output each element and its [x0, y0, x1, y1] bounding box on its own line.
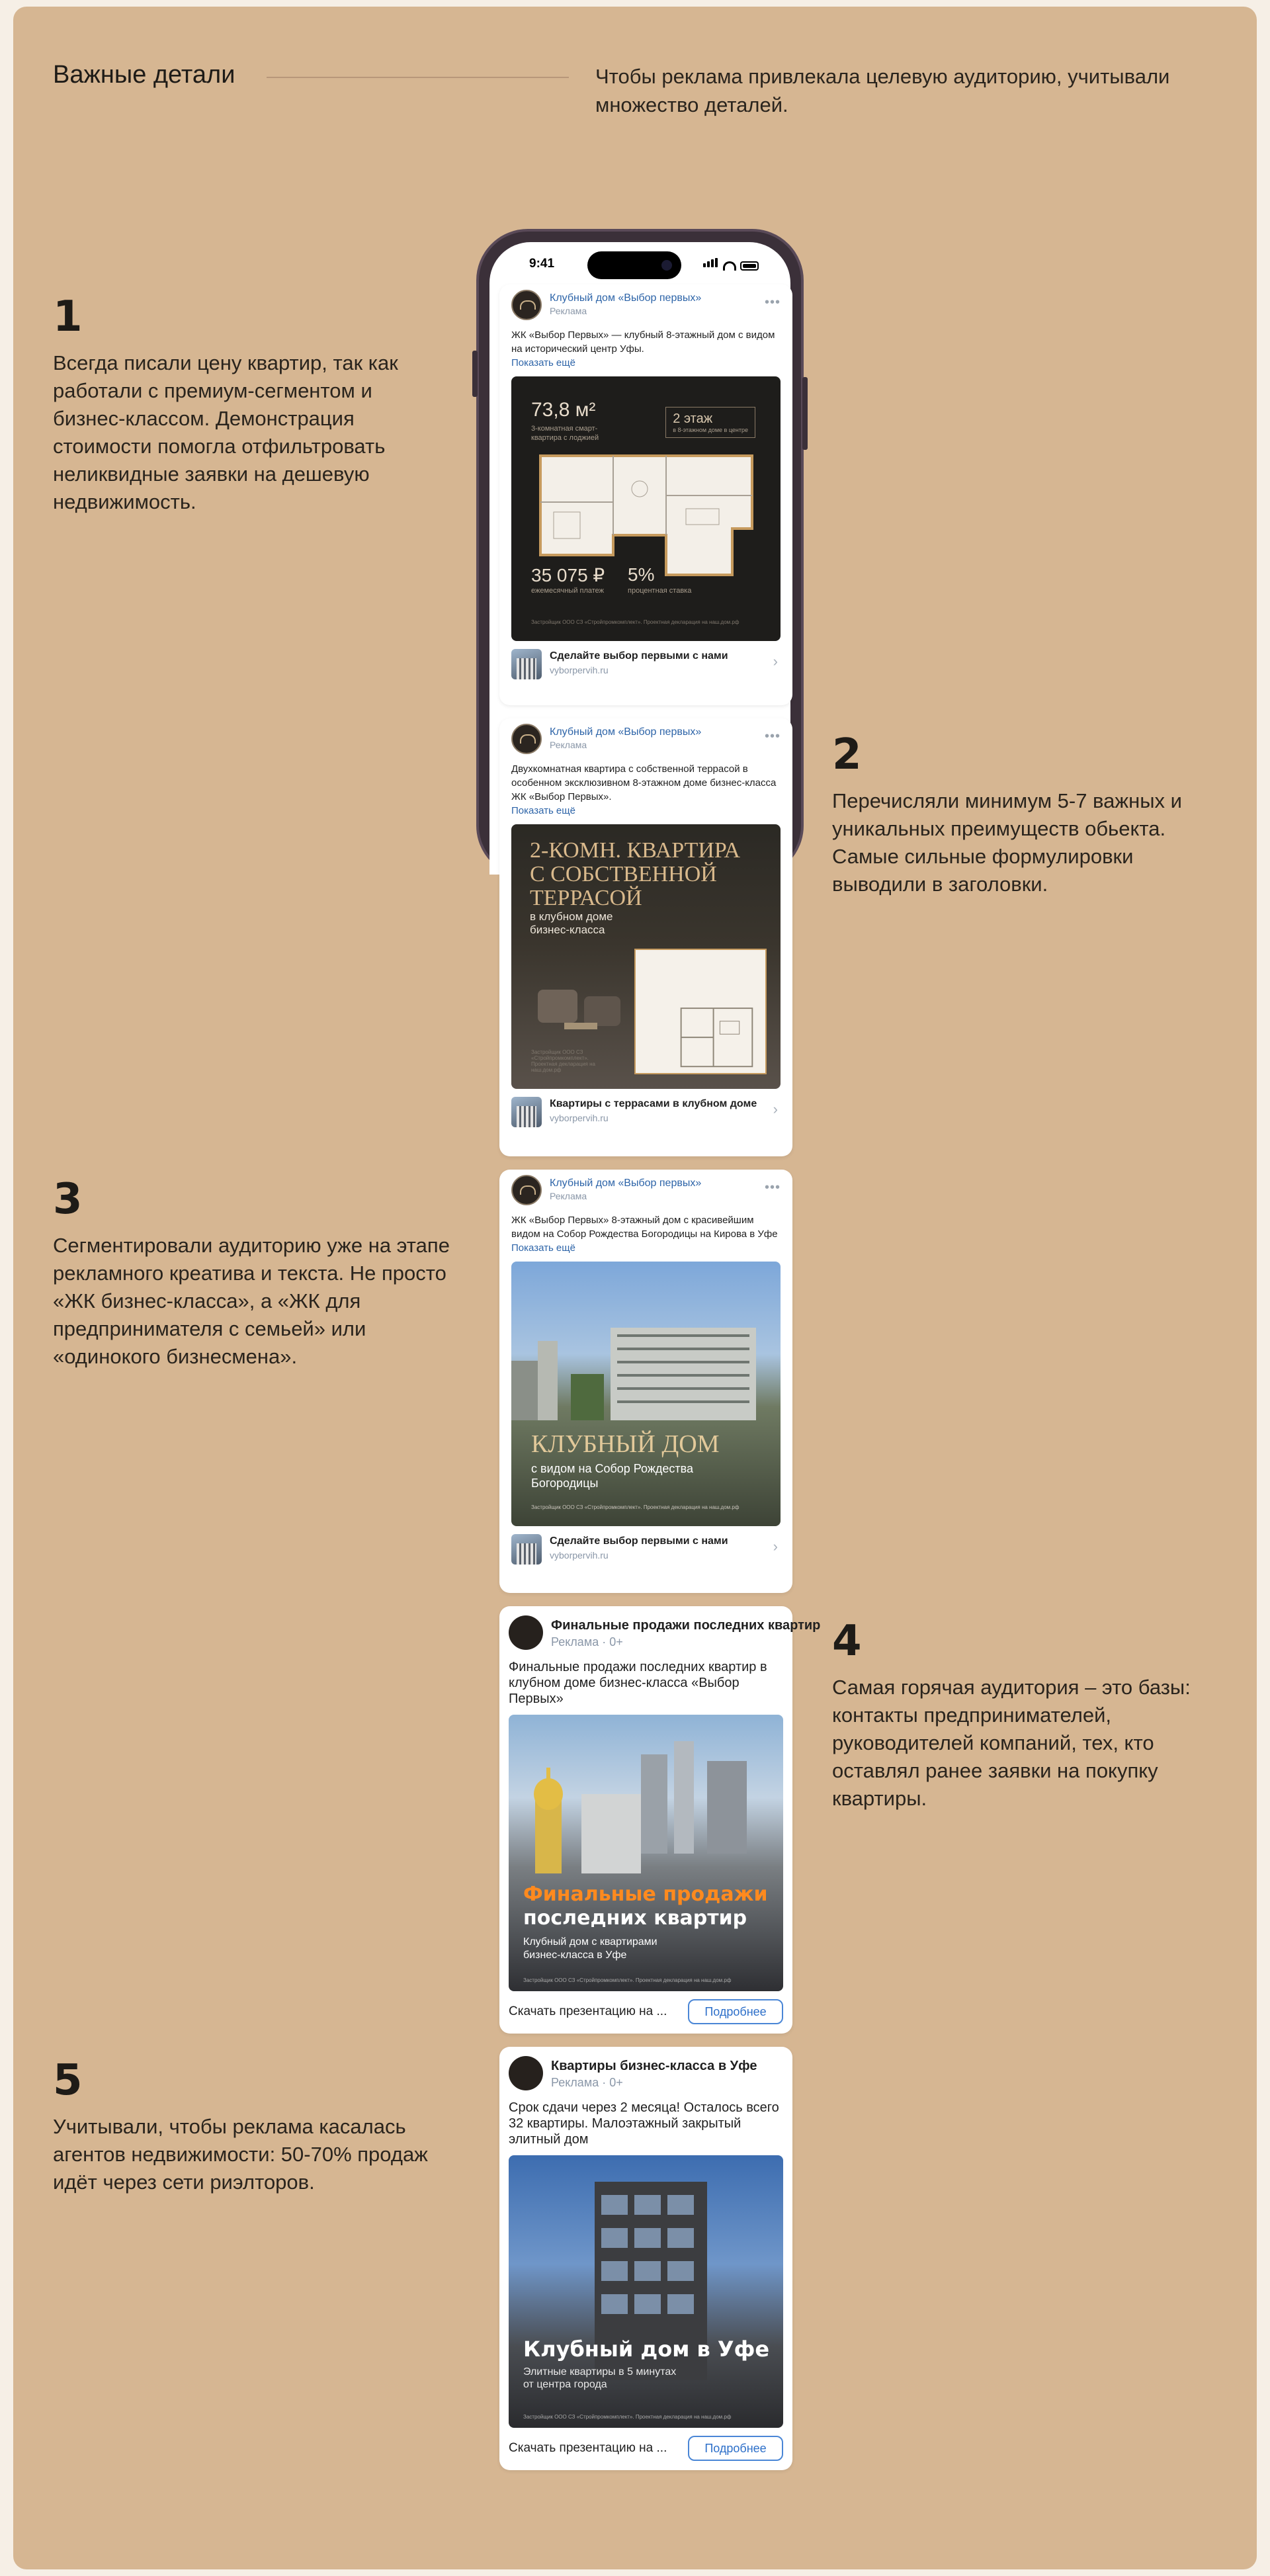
ad-cta: [509, 2428, 783, 2470]
advertiser-avatar[interactable]: [511, 290, 542, 320]
more-options-icon[interactable]: •••: [764, 729, 781, 744]
image-headline: 2-КОМН. КВАРТИРА С СОБСТВЕННОЙ ТЕРРАСОЙ: [530, 838, 741, 910]
ad-label: Реклама: [550, 1191, 587, 1201]
image-headline-accent: Финальные продажи: [523, 1883, 768, 1906]
signal-icon: [703, 258, 719, 271]
section-title: Важные детали: [53, 61, 235, 89]
more-options-icon[interactable]: •••: [764, 295, 781, 310]
ad-text: ЖК «Выбор Первых» — клубный 8-этажный дом с видом на исторический центр Уфы.: [511, 329, 775, 355]
point-4: [832, 1618, 1229, 1813]
show-more-link[interactable]: Показать ещё: [511, 805, 575, 816]
apartment-area: 73,8 м²: [531, 399, 596, 421]
developer-fineprint: Застройщик ООО СЗ «Стройпромкомплект». Проектная декларация на наш.дом.рф: [531, 619, 740, 625]
ad-card[interactable]: [499, 2047, 792, 2470]
phone-power-button: [802, 377, 808, 450]
advertiser-name[interactable]: Финальные продажи последних квартир: [551, 1618, 821, 1633]
page-background: [13, 7, 1257, 2569]
ad-link[interactable]: [511, 641, 781, 683]
wifi-icon: [723, 261, 736, 271]
ad-label: Реклама: [550, 740, 587, 750]
city-panorama-image: [509, 1741, 783, 1873]
point-number: 2: [832, 730, 862, 779]
point-number: 4: [832, 1617, 862, 1666]
link-url: vyborpervih.ru: [550, 1550, 609, 1561]
monthly-payment: 35 075 ₽: [531, 565, 605, 585]
point-number: 5: [53, 2056, 83, 2105]
advertiser-name[interactable]: Квартиры бизнес-класса в Уфе: [551, 2059, 757, 2073]
ad-image[interactable]: [511, 1262, 781, 1526]
image-subtitle: Элитные квартиры в 5 минутах от центра города: [523, 2366, 677, 2390]
ad-label: Реклама: [550, 306, 587, 316]
ad-card[interactable]: [499, 1606, 821, 2034]
cta-text[interactable]: Скачать презентацию на ...: [509, 2004, 667, 2018]
point-5: [53, 2057, 450, 2196]
link-thumbnail: [511, 1097, 542, 1127]
image-subtitle: с видом на Собор Рождества Богородицы: [531, 1462, 693, 1490]
point-text: Учитывали, чтобы реклама касалась агентов недвижимости: 50-70% продаж идёт через сети риэлторов.: [53, 2115, 428, 2194]
advertiser-avatar[interactable]: [511, 724, 542, 754]
point-text: Самая горячая аудитория – это базы: контакты предпринимателей, руководителей компаний, тех, кто оставлял ранее заявки на покупку квартиры.: [832, 1676, 1191, 1810]
point-number: 3: [53, 1175, 83, 1224]
ad-label: Реклама · 0+: [551, 2076, 623, 2089]
details-button[interactable]: Подробнее: [688, 2436, 783, 2461]
floor-plan-image: [534, 449, 759, 581]
ad-image[interactable]: [509, 2155, 783, 2428]
point-3: [53, 1176, 450, 1371]
floor-box: [665, 407, 755, 438]
ad-cta: [509, 1991, 783, 2034]
ad-label: Реклама · 0+: [551, 1635, 623, 1649]
interest-rate-label: процентная ставка: [628, 587, 692, 595]
section-description: Чтобы реклама привлекала целевую аудиторию, учитывали множество деталей.: [595, 65, 1170, 116]
city-building-image: [511, 1321, 781, 1420]
link-thumbnail: [511, 649, 542, 679]
ad-link[interactable]: [511, 1089, 781, 1131]
battery-icon: [740, 261, 759, 271]
status-bar: [489, 242, 790, 284]
ad-link[interactable]: [511, 1526, 781, 1568]
point-text: Перечисляли минимум 5-7 важных и уникальных преимуществ обьекта. Самые сильные формулировки выводили в заголовки.: [832, 789, 1182, 896]
advertiser-name[interactable]: Клубный дом «Выбор первых»: [550, 726, 702, 738]
ad-image[interactable]: [509, 1715, 783, 1991]
developer-fineprint: Застройщик ООО СЗ «Стройпромкомплект». Проектная декларация на наш.дом.рф: [523, 2414, 732, 2420]
image-headline: КЛУБНЫЙ ДОМ: [531, 1430, 720, 1458]
image-headline: Клубный дом в Уфе: [523, 2337, 770, 2362]
image-headline: последних квартир: [523, 1907, 747, 1930]
chevron-right-icon[interactable]: ›: [773, 653, 778, 669]
advertiser-name[interactable]: Клубный дом «Выбор первых»: [550, 1178, 702, 1189]
point-text: Сегментировали аудиторию уже на этапе рекламного креатива и текста. Не просто «ЖК бизнес-класса», а «ЖК для предпринимателя с семьей» или «одинокого бизнесмена».: [53, 1234, 450, 1368]
interest-rate: 5%: [628, 564, 655, 585]
details-button[interactable]: Подробнее: [688, 1999, 783, 2024]
link-thumbnail: [511, 1534, 542, 1565]
ad-text: Финальные продажи последних квартир в клубном доме бизнес-класса «Выбор Первых»: [509, 1660, 767, 1706]
developer-fineprint: Застройщик ООО СЗ «Стройпромкомплект». Проектная декларация на наш.дом.рф: [531, 1049, 595, 1073]
show-more-link[interactable]: Показать ещё: [511, 357, 575, 368]
advertiser-avatar[interactable]: [511, 1175, 542, 1205]
status-time: 9:41: [529, 257, 555, 271]
cta-text[interactable]: Скачать презентацию на ...: [509, 2441, 667, 2455]
title-divider: [267, 77, 569, 78]
point-text: Всегда писали цену квартир, так как работали с премиум-сегментом и бизнес-классом. Демонстрация стоимости помогла отфильтровать неликвидные заявки на дешевую недвижимость.: [53, 351, 398, 513]
status-icons: [703, 258, 759, 271]
terrace-furniture-image: [531, 963, 630, 1043]
ad-image[interactable]: [511, 824, 781, 1089]
link-url: vyborpervih.ru: [550, 665, 609, 675]
ad-image[interactable]: [511, 376, 781, 641]
link-title[interactable]: Сделайте выбор первыми с нами: [550, 1535, 728, 1547]
ad-text: Срок сдачи через 2 месяца! Осталось всего 32 квартиры. Малоэтажный закрытый элитный дом: [509, 2100, 779, 2147]
ad-text: Двухкомнатная квартира с собственной террасой в особенном эксклюзивном 8-этажном доме бизнес-класса ЖК «Выбор Первых».: [511, 763, 777, 802]
point-2: [832, 732, 1229, 898]
chevron-right-icon[interactable]: ›: [773, 1538, 778, 1555]
show-more-link[interactable]: Показать ещё: [511, 1242, 575, 1254]
advertiser-avatar[interactable]: [509, 2056, 543, 2090]
point-number: 1: [53, 292, 83, 341]
developer-fineprint: Застройщик ООО СЗ «Стройпромкомплект». Проектная декларация на наш.дом.рф: [531, 1504, 740, 1510]
advertiser-avatar[interactable]: [509, 1615, 543, 1650]
link-title[interactable]: Квартиры с террасами в клубном доме: [550, 1098, 757, 1109]
more-options-icon[interactable]: •••: [764, 1180, 781, 1195]
image-subtitle: Клубный дом с квартирами бизнес-класса в Уфе: [523, 1936, 657, 1961]
floor-number: 2 этаж: [673, 411, 713, 426]
dynamic-island: [587, 251, 681, 279]
monthly-payment-label: ежемесячный платеж: [531, 587, 605, 595]
advertiser-name[interactable]: Клубный дом «Выбор первых»: [550, 292, 702, 304]
ad-card[interactable]: [499, 718, 792, 1156]
floor-plan-image: [634, 949, 767, 1074]
floor-description: в 8-этажном доме в центре: [673, 427, 748, 433]
phone-volume-button: [472, 351, 478, 397]
point-1: [53, 294, 430, 516]
chevron-right-icon[interactable]: ›: [773, 1101, 778, 1117]
ad-text: ЖК «Выбор Первых» 8-этажный дом с красивейшим видом на Собор Рождества Богородицы на Кирова в Уфе: [511, 1215, 778, 1240]
developer-fineprint: Застройщик ООО СЗ «Стройпромкомплект». Проектная декларация на наш.дом.рф: [523, 1977, 732, 1983]
link-url: vyborpervih.ru: [550, 1113, 609, 1123]
ad-card[interactable]: [499, 1170, 792, 1593]
apartment-type: 3-комнатная смарт-квартира с лоджией: [531, 425, 599, 442]
image-subtitle: в клубном доме бизнес-класса: [530, 910, 613, 936]
link-title[interactable]: Сделайте выбор первыми с нами: [550, 650, 728, 662]
ad-card[interactable]: [499, 284, 792, 705]
